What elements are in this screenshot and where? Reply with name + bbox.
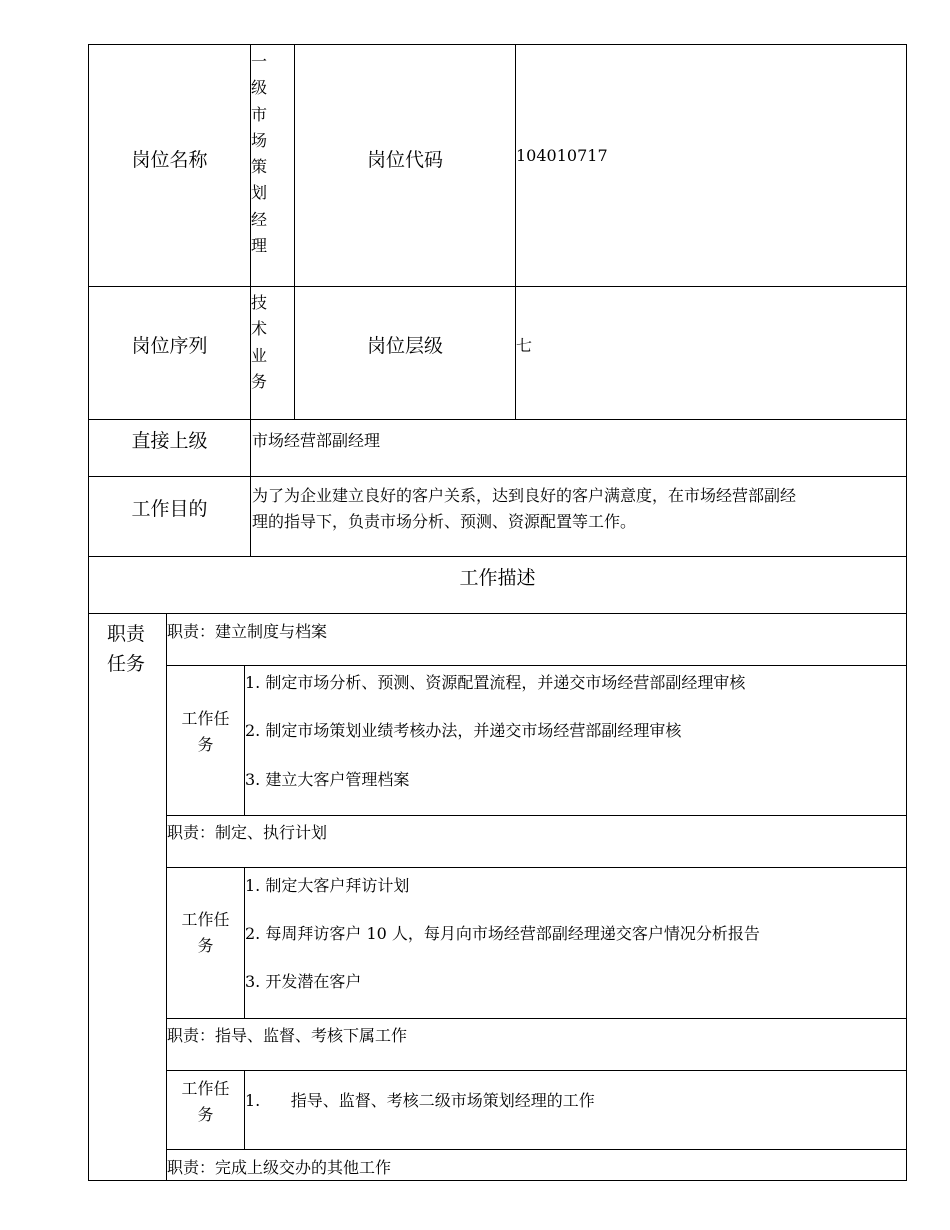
- name-label: 岗位名称: [131, 149, 208, 171]
- task-label-2-line-1: 工作任: [181, 910, 230, 929]
- task-item: 1. 制定大客户拜访计划: [245, 876, 410, 895]
- duty-label-line-2: 任务: [107, 653, 146, 675]
- purpose-line-1: 为了为企业建立良好的客户关系，达到良好的客户满意度，在市场经营部副经: [252, 486, 797, 505]
- code-value: 104010717: [516, 146, 608, 165]
- purpose-label: 工作目的: [131, 498, 208, 520]
- task-item: 3. 开发潜在客户: [245, 972, 362, 991]
- duty-title-3: 职责：指导、监督、考核下属工作: [167, 1026, 408, 1045]
- name-value: 一 级 市 场 策 划 经 理: [251, 52, 268, 256]
- level-label: 岗位层级: [366, 335, 443, 357]
- cell-code-value: [515, 44, 907, 287]
- duty-label-line-1: 职责: [107, 623, 146, 645]
- duty-title-4: 职责：完成上级交办的其他工作: [167, 1158, 392, 1177]
- task-label-1-line-1: 工作任: [181, 709, 230, 728]
- duty-title-1: 职责：建立制度与档案: [167, 622, 328, 641]
- task-label-3-line-2: 务: [197, 1105, 214, 1124]
- series-label: 岗位序列: [131, 335, 208, 357]
- task-item: 3. 建立大客户管理档案: [245, 770, 410, 789]
- superior-value: 市场经营部副经理: [252, 431, 381, 450]
- task-item: 1. 指导、监督、考核二级市场策划经理的工作: [245, 1091, 595, 1110]
- cell-level-value: [515, 286, 907, 420]
- cell-duty-task-label: [88, 613, 167, 1181]
- duty-title-2: 职责：制定、执行计划: [167, 823, 328, 842]
- purpose-line-2: 理的指导下，负责市场分析、预测、资源配置等工作。: [252, 512, 637, 531]
- code-label: 岗位代码: [366, 149, 443, 171]
- task-label-3-line-1: 工作任: [181, 1079, 230, 1098]
- section-title: 工作描述: [459, 567, 536, 589]
- task-item: 2. 每周拜访客户 10 人，每月向市场经营部副经理递交客户情况分析报告: [245, 924, 760, 943]
- task-item: 1. 制定市场分析、预测、资源配置流程，并递交市场经营部副经理审核: [245, 673, 746, 692]
- task-label-1-line-2: 务: [197, 735, 214, 754]
- series-value: 技 术 业 务: [251, 293, 268, 391]
- level-value: 七: [516, 336, 533, 355]
- superior-label: 直接上级: [131, 430, 208, 452]
- task-label-2-line-2: 务: [197, 936, 214, 955]
- task-item: 2. 制定市场策划业绩考核办法，并递交市场经营部副经理审核: [245, 721, 682, 740]
